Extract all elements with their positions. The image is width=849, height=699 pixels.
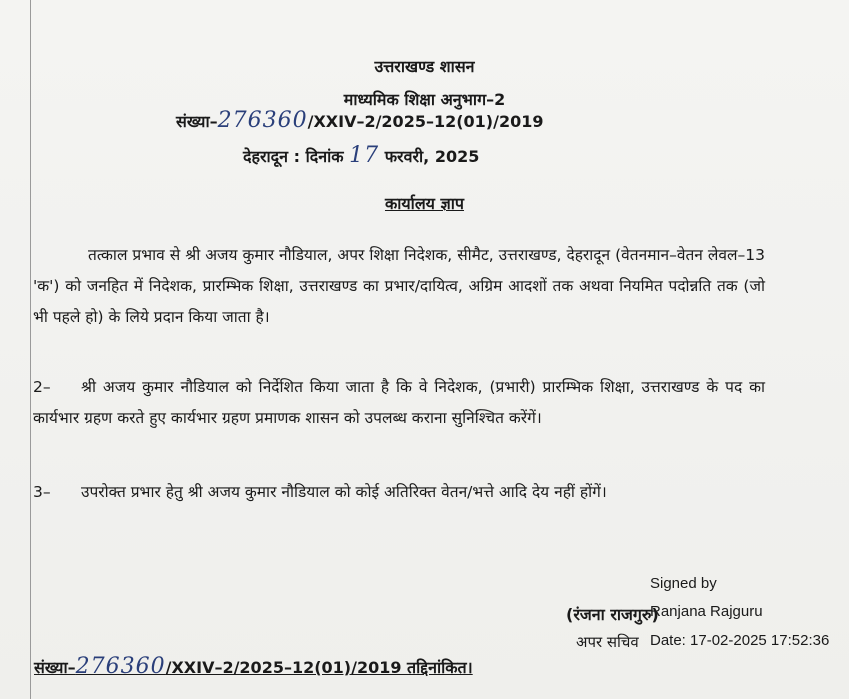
paragraph-2-text: श्री अजय कुमार नौडियाल को निर्देशित किया जाता है कि वे निदेशक, (प्रभारी) प्रारम्भिक शिक्षा, उत्तराखण्ड के पद का कार्यभार ग्रहण करते हुए कार्यभार ग्रहण प्रमाणक शासन को उपलब्ध कराना सुनिश्चित करेंगें। — [33, 378, 765, 427]
bottom-ref-prefix: संख्या– — [34, 658, 76, 677]
ref-suffix: /XXIV–2/2025–12(01)/2019 — [307, 112, 544, 131]
handwritten-number: 276360 — [217, 108, 308, 133]
signed-by-label: Signed by — [650, 575, 717, 592]
date-suffix: फरवरी, 2025 — [384, 147, 480, 166]
signatory-name-english: Ranjana Rajguru — [650, 603, 763, 620]
bottom-ref-suffix: /XXIV–2/2025–12(01)/2019 तद्दिनांकित। — [165, 658, 473, 677]
paragraph-3-text: उपरोक्त प्रभार हेतु श्री अजय कुमार नौडियाल को कोई अतिरिक्त वेतन/भत्ते आदि देय नहीं होंगें। — [81, 483, 607, 501]
bottom-handwritten-number: 276360 — [75, 654, 166, 679]
signatory-designation: अपर सचिव — [576, 633, 639, 651]
section-heading: माध्यमिक शिक्षा अनुभाग–2 — [343, 90, 506, 109]
date-line — [243, 143, 479, 168]
document-title — [0, 192, 849, 214]
paragraph-3 — [33, 477, 765, 508]
government-heading: उत्तराखण्ड शासन — [374, 57, 475, 76]
ref-prefix: संख्या– — [176, 112, 218, 131]
signatory-name-hindi: (रंजना राजगुरु) — [566, 605, 659, 624]
paragraph-3-number: 3– — [33, 483, 51, 501]
bottom-reference-number — [34, 654, 473, 679]
reference-number — [176, 108, 543, 133]
date-prefix: देहरादून : दिनांक — [243, 147, 344, 166]
paragraph-2 — [33, 372, 765, 434]
paragraph-2-number: 2– — [33, 378, 51, 396]
handwritten-date: 17 — [349, 143, 380, 168]
title-text: कार्यालय ज्ञाप — [384, 194, 465, 213]
digital-signature-date: Date: 17-02-2025 17:52:36 — [650, 632, 830, 649]
paragraph-1: तत्काल प्रभाव से श्री अजय कुमार नौडियाल, अपर शिक्षा निदेशक, सीमैट, उत्तराखण्ड, देहरादून (वेतनमान–वेतन लेवल–13 'क') को जनहित में निदेशक, प्रारम्भिक शिक्षा, उत्तराखण्ड का प्रभार/दायित्व, अग्रिम आदशों तक अथवा नियमित पदोन्नति तक (जो भी पहले हो) के लिये प्रदान किया जाता है। — [33, 246, 765, 326]
